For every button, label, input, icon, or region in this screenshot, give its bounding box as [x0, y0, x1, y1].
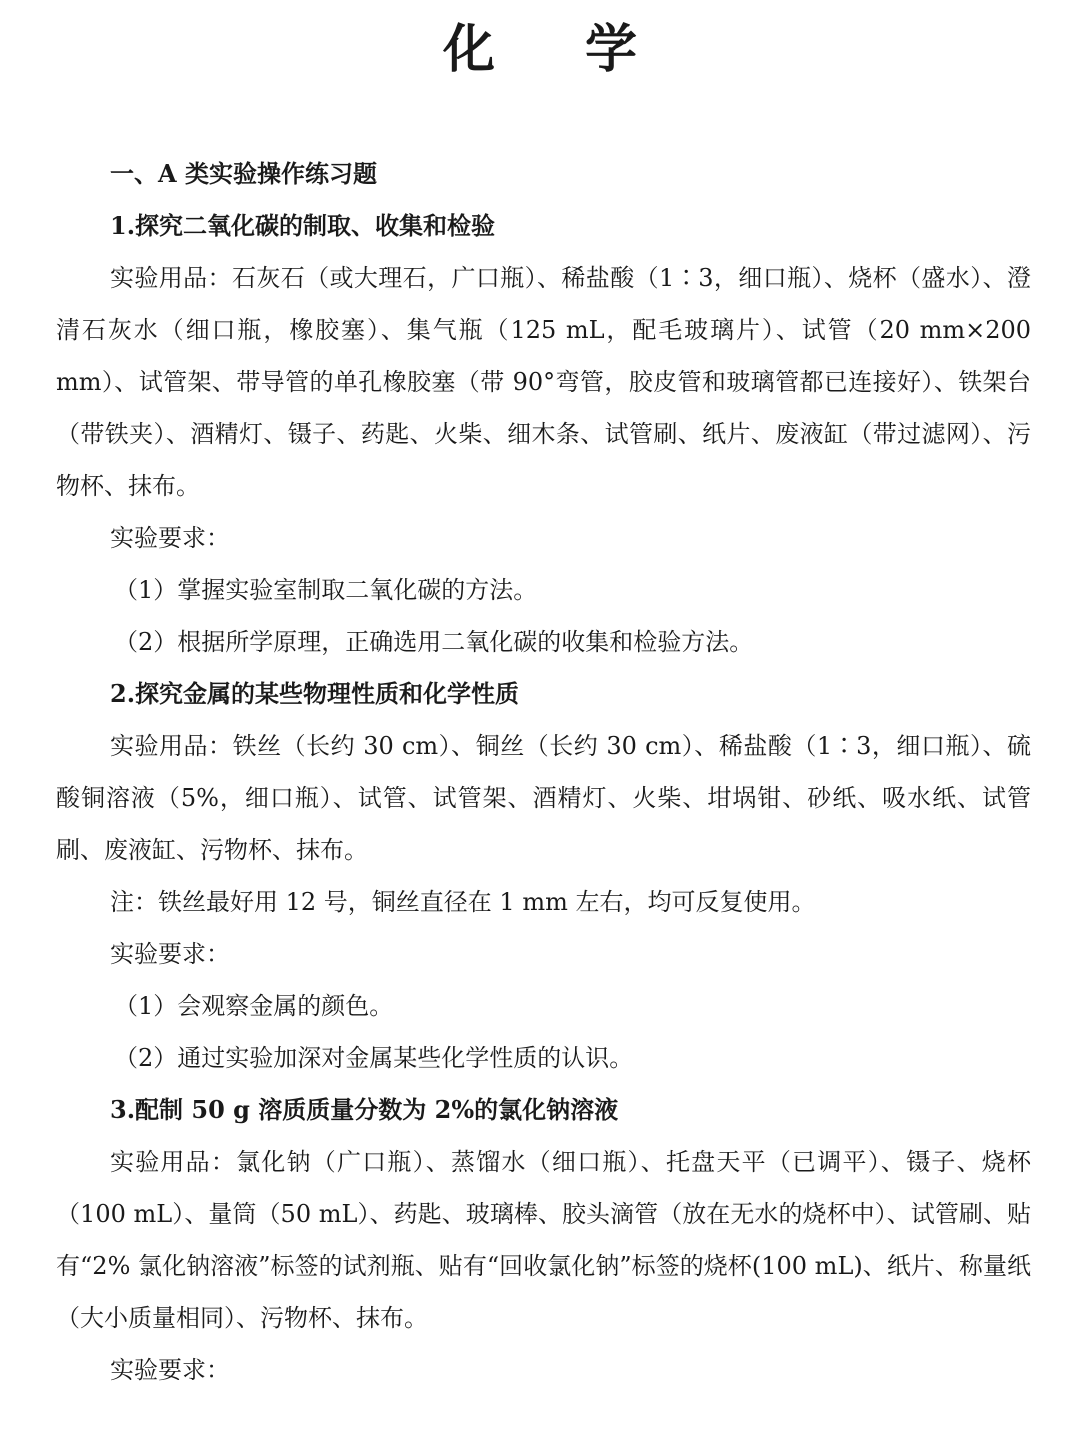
experiment-2-heading: 2.探究金属的某些物理性质和化学性质 [110, 679, 520, 708]
page-title-char-2: 学 [585, 19, 638, 80]
experiment-2-materials: 实验用品：铁丝（长约 30 cm）、铜丝（长约 30 cm）、稀盐酸（1∶3，细口瓶）、硫酸铜溶液（5%，细口瓶）、试管、试管架、酒精灯、火柴、坩埚钳、砂纸、吸水纸、试管刷、废液缸、污物杯、抹布。 [56, 732, 1031, 864]
experiment-1-requirements-label: 实验要求： [110, 524, 230, 552]
experiment-3-requirements-label: 实验要求： [110, 1356, 230, 1384]
document-body [56, 148, 1031, 1396]
experiment-1-requirement-1: （1）掌握实验室制取二氧化碳的方法。 [114, 576, 538, 604]
experiment-1-materials: 实验用品：石灰石（或大理石，广口瓶）、稀盐酸（1∶3，细口瓶）、烧杯（盛水）、澄清石灰水（细口瓶，橡胶塞）、集气瓶（125 mL，配毛玻璃片）、试管（20 mm×200 mm）、试管架、带导管的单孔橡胶塞（带 90°弯管，胶皮管和玻璃管都已连接好）、铁架台（带铁夹）、酒精灯、镊子、药匙、火柴、细木条、试管刷、纸片、废液缸（带过滤网）、污物杯、抹布。 [56, 264, 1031, 500]
experiment-3-materials: 实验用品：氯化钠（广口瓶）、蒸馏水（细口瓶）、托盘天平（已调平）、镊子、烧杯（100 mL）、量筒（50 mL）、药匙、玻璃棒、胶头滴管（放在无水的烧杯中）、试管刷、贴有“2% 氯化钠溶液”标签的试剂瓶、贴有“回收氯化钠”标签的烧杯(100 mL)、纸片、称量纸（大小质量相同）、污物杯、抹布。 [56, 1148, 1031, 1332]
experiment-2-requirements-label: 实验要求： [110, 940, 230, 968]
experiment-1-requirement-2: （2）根据所学原理，正确选用二氧化碳的收集和检验方法。 [114, 628, 754, 656]
page-title [0, 18, 1080, 82]
experiment-2-note: 注：铁丝最好用 12 号，铜丝直径在 1 mm 左右，均可反复使用。 [110, 888, 816, 916]
section-title: 一、A 类实验操作练习题 [110, 159, 377, 188]
experiment-1-heading: 1.探究二氧化碳的制取、收集和检验 [110, 211, 496, 240]
experiment-3-heading: 3.配制 50 g 溶质质量分数为 2%的氯化钠溶液 [110, 1095, 619, 1124]
page-title-char-1: 化 [442, 19, 495, 80]
experiment-2-requirement-1: （1）会观察金属的颜色。 [114, 992, 394, 1020]
experiment-2-requirement-2: （2）通过实验加深对金属某些化学性质的认识。 [114, 1044, 634, 1072]
